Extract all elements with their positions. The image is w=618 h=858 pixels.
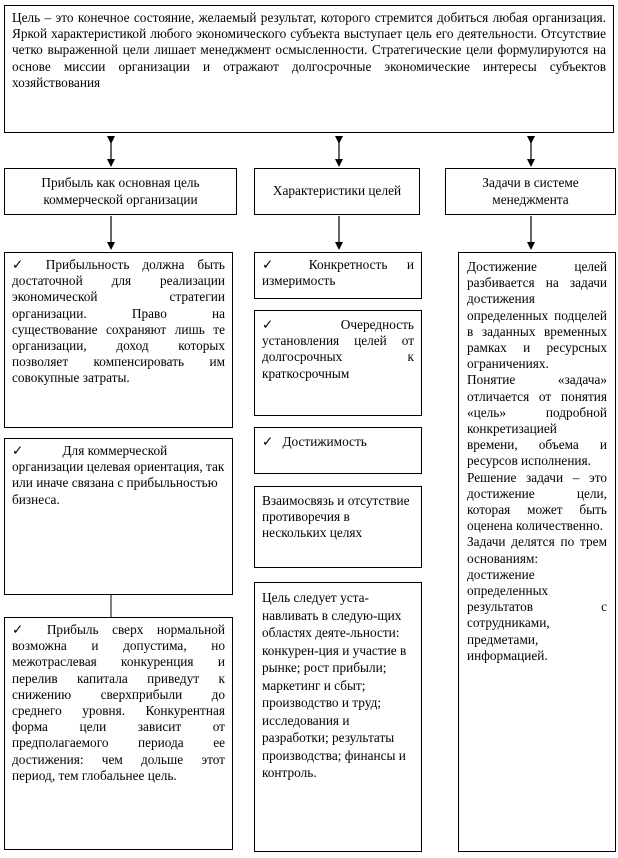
characteristic-box-5-text: Цель следует уста-навливать в следую-щих областях деяте-льности: конкурен-ция и участие в рынке; рост прибыли; маркетинг и сбыт; производство и труд; исследования и разработки; результаты производства; финансы и контроль.: [262, 590, 407, 780]
tasks-paragraph-3: Решение задачи – это достижение цели, которая может быть оценена количественно.: [467, 469, 607, 534]
check-icon: ✓: [262, 317, 306, 332]
characteristic-box-3-text: Достижимость: [282, 434, 367, 449]
header-characteristics-text: Характеристики целей: [272, 183, 402, 199]
tasks-box: [458, 252, 616, 852]
profit-box-2-text: Для коммерческой организации целевая ориентация, так или иначе связана с прибыльностью бизнеса.: [12, 443, 225, 507]
header-tasks-text: Задачи в системе менеджмента: [482, 175, 579, 207]
characteristic-box-1: [254, 252, 422, 299]
check-icon: ✓: [12, 622, 34, 637]
header-profit: [4, 168, 237, 215]
goal-definition-box: [4, 5, 614, 133]
header-profit-text: Прибыль как основная цель коммерческой организации: [41, 175, 200, 207]
characteristic-box-3: [254, 427, 422, 474]
check-icon: ✓: [12, 257, 33, 272]
characteristic-box-5: [254, 582, 422, 852]
profit-box-1-text: Прибыльность должна быть достаточной для реализации экономической стратегии организации. Право на существование сохраняют лишь те организации, доход которых позволяет компенсировать им совокупные затраты.: [12, 257, 225, 386]
check-icon: ✓: [262, 434, 274, 449]
characteristic-box-4: [254, 486, 422, 568]
characteristic-box-1-text: Конкретность и измеримость: [262, 257, 414, 289]
check-icon: ✓: [262, 257, 290, 272]
goal-definition-text: Цель – это конечное состояние, желаемый результат, которого стремится добиться любая организация. Яркой характеристикой любого экономического субъекта выступает цель его деятельности. Отсутствие четко выраженной цели лишает менеджмент осмысленности. Стратегические цели формулируются на основе миссии организации и отражают долгосрочные экономические интересы субъектов хозяйствования: [12, 10, 606, 90]
profit-box-3: [4, 617, 233, 850]
profit-box-3-text: Прибыль сверх нормальной возможна и допустима, но межотраслевая конкуренция и перелив капитала приведут к снижению сверхприбыли до среднего уровня. Конкурентная форма цели зависит от предполагаемого периода ее достижения: чем дольше этот период, тем глобальнее цель.: [12, 622, 225, 783]
tasks-paragraph-4: Задачи делятся по трем основаниям: достижение определенных результатов с сотрудниками, предметами, информацией.: [467, 534, 607, 663]
characteristic-box-2-text: Очередность установления целей от долгосрочных к краткосрочным: [262, 317, 414, 381]
header-tasks: [445, 168, 616, 215]
tasks-paragraph-2: Понятие «задача» отличается от понятия «цель» подробной конкретизацией времени, объема и ресурсов исполнения.: [467, 372, 607, 469]
tasks-paragraph-1: Достижение целей разбивается на задачи достижения определенных подцелей в заданных временных рамках и ресурсных ограничениях.: [467, 259, 607, 372]
header-characteristics: [254, 168, 420, 215]
profit-box-2: [4, 438, 233, 595]
characteristic-box-2: [254, 310, 422, 416]
check-icon: ✓: [12, 443, 24, 458]
profit-box-1: [4, 252, 233, 428]
characteristic-box-4-text: Взаимосвязь и отсутствие противоречия в нескольких целях: [262, 493, 410, 541]
